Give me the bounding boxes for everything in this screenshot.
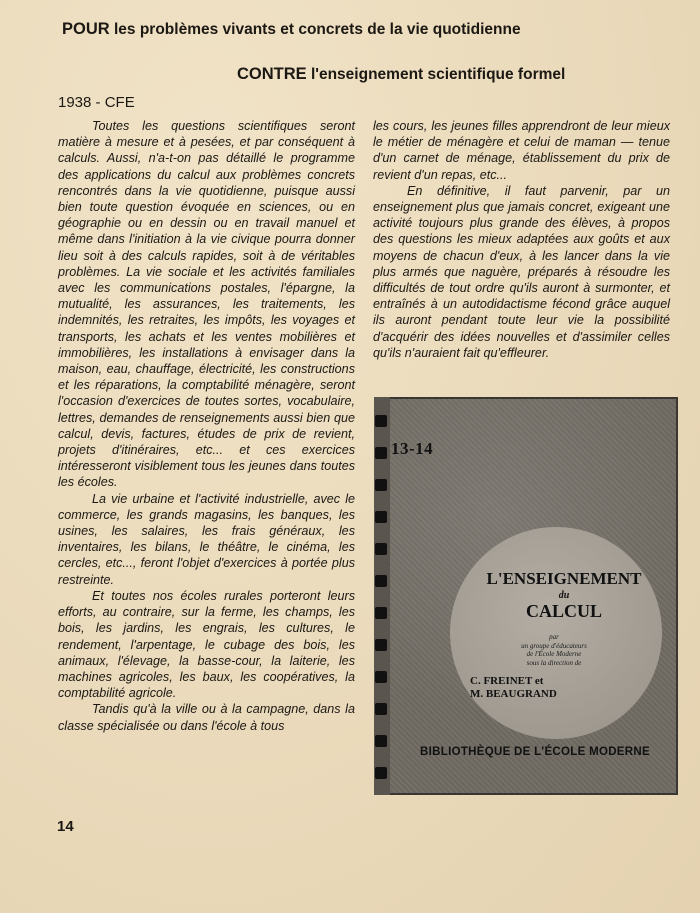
cover-du: du xyxy=(558,590,570,601)
left-paragraph-4: Tandis qu'à la ville ou à la campagne, dans la classe spécialisée ou dans l'école à tous xyxy=(58,702,355,733)
headline-pour-word: POUR xyxy=(62,20,110,38)
book-cover-photo xyxy=(374,397,678,795)
spiral-binding xyxy=(374,397,390,795)
cover-credit-line: sous la direction de xyxy=(526,658,582,667)
cover-credit-line: de l'École Moderne xyxy=(526,650,582,658)
left-paragraph-2: La vie urbaine et l'activité industrielle, avec le commerce, les grands magasins, les banques, les usines, les salaires, les frais généraux, les inventaires, les bilans, le théâtre, le cinéma, les cercles, etc..., feront l'objet d'exercices à portée plus restreinte. xyxy=(58,491,355,587)
cover-title: L'ENSEIGNEMENT xyxy=(486,569,642,588)
cover-author-line: M. BEAUGRAND xyxy=(470,688,557,700)
cover-authors xyxy=(470,675,590,701)
headline-contre-word: CONTRE xyxy=(237,65,307,83)
left-paragraph-3: Et toutes nos écoles rurales porteront leurs efforts, au contraire, sur la ferme, les champs, les bois, les jardins, les engrais, les cultures, le rendement, l'arpentage, le cubage des bois, les animaux, l'élevage, la basse-cour, la laiterie, les machines agricoles, les baux, les coopératives, la comptabilité agricole. xyxy=(58,588,355,701)
cover-credit xyxy=(474,633,634,667)
cover-credit-line: un groupe d'éducateurs xyxy=(521,641,587,650)
headline-contre xyxy=(237,65,565,84)
right-paragraph-1: les cours, les jeunes filles apprendront de leur mieux le métier de ménagère et celui de maman — tenue d'un carnet de ménage, établissement du prix de revient d'un repas, etc... xyxy=(373,119,670,182)
left-paragraph-1: Toutes les questions scientifiques seront matière à mesure et à pesées, et par conséquent à calculs. Aussi, n'a-t-on pas détaillé le programme des applications du calcul aux problèmes concrets rencontrés dans la vie quotidienne, puisque aussi bien toute question évoquée en sciences, ou en géographie ou en dessin ou en travail manuel et même dans l'initiation à la vie civique pourra donner lieu soit à des calculs rapides, soit à de véritables problèmes. La vie sociale et les activités familiales avec les communications postales, l'épargne, la mutualité, les assurances, les traitements, les indemnités, les retraites, les impôts, les voyages et transports, les achats et les ventes mobilières et immobilières, les installations à envisager dans la maison, eau, chauffage, électricité, les constructions et les réparations, la comptabilité ménagère, seront l'occasion d'exercices de toutes sortes, vocabulaire, lettres, demandes de renseignements aussi bien que calcul, devis, factures, études de prix de revient, projets d'itinéraires, etc... et ces exercices intéresseront visiblement tous les jeunes dans toutes les écoles. xyxy=(58,119,355,490)
right-paragraph-2: En définitive, il faut parvenir, par un enseignement plus que jamais concret, exigeant une activité toujours plus grande des élèves, à propos des questions les mieux adaptées aux goûts et aux moyens de chacun d'eux, à les lancer dans la vie plus armés que naguère, préparés à résoudre les difficultés de tout ordre qu'ils auront à surmonter, et entraînés à un autodidactisme fécond grâce auquel ils auront pendant toute leur vie la possibilité d'acquérir des idées nouvelles et d'assimiler celles qu'ils n'auraient fait qu'effleurer. xyxy=(373,183,670,360)
cover-subject: CALCUL xyxy=(525,601,602,621)
page-number: 14 xyxy=(57,818,74,835)
left-column xyxy=(58,118,355,734)
right-column xyxy=(373,118,670,361)
headline-contre-text: l'enseignement scientifique formel xyxy=(306,66,566,83)
cover-number: 13-14 xyxy=(391,439,434,458)
cover-series: BIBLIOTHÈQUE DE L'ÉCOLE MODERNE xyxy=(420,746,650,758)
headline-pour xyxy=(62,20,522,39)
dateline: 1938 - CFE xyxy=(58,94,135,111)
cover-author-line: C. FREINET et xyxy=(470,675,544,687)
cover-credit-line: par xyxy=(549,633,559,641)
headline-pour-text: les problèmes vivants et concrets de la vie quotidienne xyxy=(109,21,521,38)
